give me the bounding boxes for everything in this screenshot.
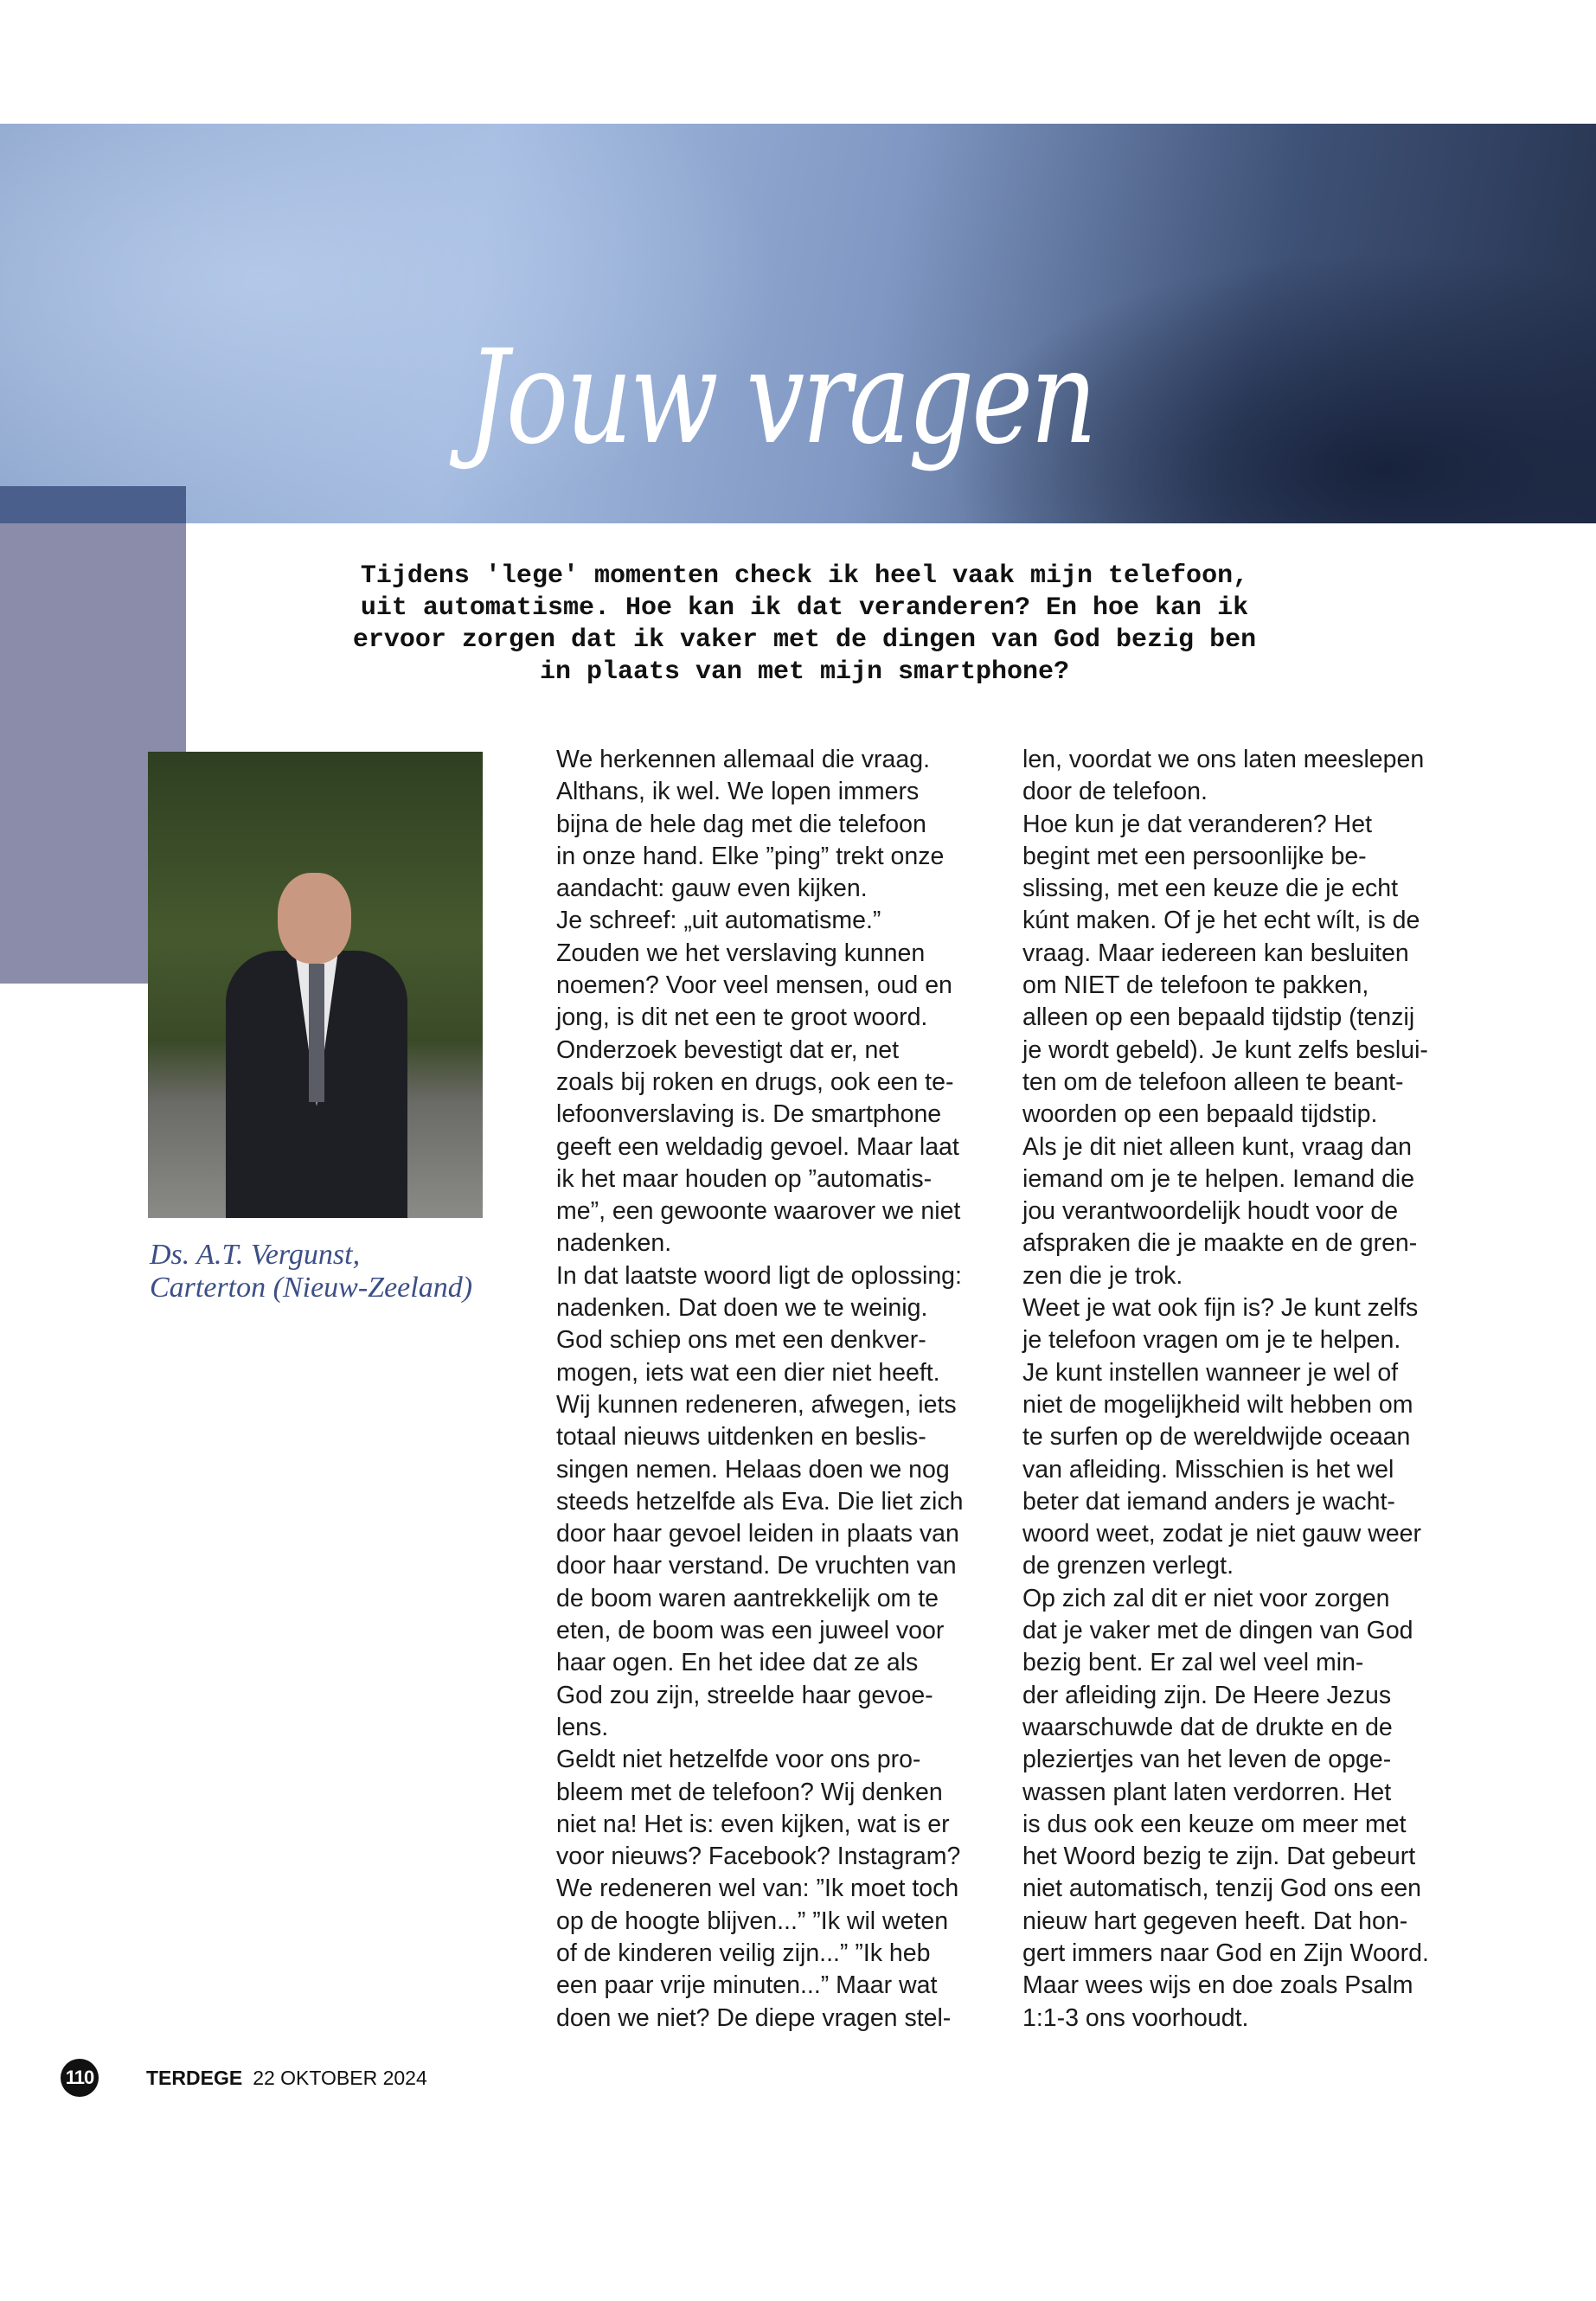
article-line: totaal nieuws uitdenken en beslis- <box>556 1423 926 1452</box>
article-line: geeft een weldadig gevoel. Maar laat <box>556 1132 959 1161</box>
article-line: door de telefoon. <box>1022 778 1208 806</box>
photo-tie <box>309 964 324 1102</box>
article-line: doen we niet? De diepe vragen stel- <box>556 2003 952 2032</box>
article-line: niet na! Het is: even kijken, wat is er <box>556 1810 950 1838</box>
article-line: afspraken die je maakte en de gren- <box>1022 1229 1418 1258</box>
article-line: kúnt maken. Of je het echt wílt, is de <box>1022 907 1420 935</box>
article-line: nieuw hart gegeven heeft. Dat hon- <box>1022 1907 1408 1935</box>
article-line: woorden op een bepaald tijdstip. <box>1022 1100 1378 1129</box>
article-line: voor nieuws? Facebook? Instagram? <box>556 1843 961 1871</box>
article-line: het Woord bezig te zijn. Dat gebeurt <box>1022 1843 1416 1871</box>
article-line: je telefoon vragen om je te helpen. <box>1022 1326 1401 1355</box>
article-line: ten om de telefoon alleen te beant- <box>1022 1067 1404 1096</box>
article-line: We herkennen allemaal die vraag. <box>556 746 930 773</box>
article-line: niet automatisch, tenzij God ons een <box>1022 1875 1422 1903</box>
article-line: lens. <box>556 1713 609 1741</box>
article-line: nadenken. Dat doen we te weinig. <box>556 1294 928 1323</box>
page-title: Jouw vragen <box>467 323 1095 473</box>
article-line: op de hoogte blijven...” ”Ik wil weten <box>556 1907 949 1935</box>
article-line: me”, een gewoonte waarover we niet <box>556 1197 961 1226</box>
article-line: We redeneren wel van: ”Ik moet toch <box>556 1875 959 1903</box>
page-footer <box>61 2059 427 2097</box>
article-line: van afleiding. Misschien is het wel <box>1022 1455 1394 1484</box>
article-line: zen die je trok. <box>1022 1261 1183 1290</box>
article-line: is dus ook een keuze om meer met <box>1022 1810 1407 1838</box>
article-line: Althans, ik wel. We lopen immers <box>556 778 920 806</box>
article-line: noemen? Voor veel mensen, oud en <box>556 971 952 1000</box>
article-line: God schiep ons met een denkver- <box>556 1326 926 1355</box>
article-line: vraag. Maar iedereen kan besluiten <box>1022 939 1409 967</box>
author-caption <box>150 1239 472 1304</box>
header-banner-fabric-image <box>0 124 1596 523</box>
article-line: een paar vrije minuten...” Maar wat <box>556 1971 938 2000</box>
author-photo <box>148 752 483 1218</box>
article-line: zoals bij roken en drugs, ook een te- <box>556 1067 954 1096</box>
question-line: Tijdens 'lege' momenten check ik heel vaak mijn telefoon, <box>360 561 1249 591</box>
article-line: jong, is dit net een te groot woord. <box>556 1003 928 1032</box>
article-line: of de kinderen veilig zijn...” ”Ik heb <box>556 1939 931 1967</box>
article-line: Onderzoek bevestigt dat er, net <box>556 1035 900 1064</box>
article-line: Wij kunnen redeneren, afwegen, iets <box>556 1390 957 1419</box>
article-line: Maar wees wijs en doe zoals Psalm <box>1022 1971 1413 2000</box>
article-line: singen nemen. Helaas doen we nog <box>556 1455 950 1484</box>
article-line: om NIET de telefoon te pakken, <box>1022 971 1369 1000</box>
article-line: Je schreef: „uit automatisme.” <box>556 907 881 935</box>
article-line: eten, de boom was een juweel voor <box>556 1617 945 1645</box>
article-line: waarschuwde dat de drukte en de <box>1022 1713 1393 1741</box>
article-line: bleem met de telefoon? Wij denken <box>556 1778 943 1806</box>
article-line: der afleiding zijn. De Heere Jezus <box>1022 1681 1392 1709</box>
article-line: mogen, iets wat een dier niet heeft. <box>556 1358 940 1387</box>
article-line: jou verantwoordelijk houdt voor de <box>1022 1197 1399 1226</box>
photo-head <box>278 873 351 964</box>
article-line: begint met een persoonlijke be- <box>1022 842 1367 870</box>
article-line: woord weet, zodat je niet gauw weer <box>1022 1520 1422 1548</box>
article-line: je wordt gebeld). Je kunt zelfs beslui- <box>1022 1035 1428 1064</box>
article-line: in onze hand. Elke ”ping” trekt onze <box>556 842 945 870</box>
article-line: iemand om je te helpen. Iemand die <box>1022 1164 1415 1193</box>
article-line: slissing, met een keuze die je echt <box>1022 875 1399 903</box>
question-line: uit automatisme. Hoe kan ik dat veranderen? En hoe kan ik <box>360 593 1249 623</box>
question-line: in plaats van met mijn smartphone? <box>539 657 1070 687</box>
article-line: len, voordat we ons laten meeslepen <box>1022 746 1425 773</box>
article-line: niet de mogelijkheid wilt hebben om <box>1022 1390 1413 1419</box>
article-line: pleziertjes van het leven de opge- <box>1022 1746 1392 1774</box>
article-line: haar ogen. En het idee dat ze als <box>556 1649 919 1677</box>
article-line: steeds hetzelfde als Eva. Die liet zich <box>556 1487 964 1516</box>
article-line: ik het maar houden op ”automatis- <box>556 1164 933 1193</box>
article-line: Je kunt instellen wanneer je wel of <box>1022 1358 1399 1387</box>
article-line: lefoonverslaving is. De smartphone <box>556 1100 942 1129</box>
article-line: God zou zijn, streelde haar gevoe- <box>556 1681 933 1709</box>
article-line: beter dat iemand anders je wacht- <box>1022 1487 1395 1516</box>
author-location: Carterton (Nieuw-Zeeland) <box>150 1272 473 1304</box>
article-line: de boom waren aantrekkelijk om te <box>556 1584 939 1612</box>
article-line: te surfen op de wereldwijde oceaan <box>1022 1423 1411 1452</box>
article-line: Op zich zal dit er niet voor zorgen <box>1022 1584 1390 1612</box>
article-line: door haar verstand. De vruchten van <box>556 1552 957 1580</box>
article-line: wassen plant laten verdorren. Het <box>1022 1778 1392 1806</box>
article-line: Als je dit niet alleen kunt, vraag dan <box>1022 1132 1412 1161</box>
article-line: nadenken. <box>556 1229 672 1258</box>
reader-question <box>285 561 1324 689</box>
page-number: 110 <box>61 2059 99 2097</box>
article-line: In dat laatste woord ligt de oplossing: <box>556 1261 962 1290</box>
article-line: bezig bent. Er zal wel veel min- <box>1022 1649 1364 1677</box>
decorative-block <box>0 486 186 523</box>
issue-date: 22 OKTOBER 2024 <box>253 2066 427 2089</box>
article-line: de grenzen verlegt. <box>1022 1552 1234 1580</box>
author-name: Ds. A.T. Vergunst, <box>150 1239 361 1271</box>
article-line: Hoe kun je dat veranderen? Het <box>1022 810 1373 838</box>
article-line: dat je vaker met de dingen van God <box>1022 1617 1413 1645</box>
article-line: Geldt niet hetzelfde voor ons pro- <box>556 1746 921 1774</box>
article-line: Zouden we het verslaving kunnen <box>556 939 926 967</box>
magazine-name: TERDEGE <box>146 2066 243 2089</box>
article-line: bijna de hele dag met die telefoon <box>556 810 926 838</box>
article-line: door haar gevoel leiden in plaats van <box>556 1520 959 1548</box>
article-column-2 <box>1022 744 1472 2035</box>
article-line: gert immers naar God en Zijn Woord. <box>1022 1939 1429 1967</box>
article-column-1 <box>556 744 1006 2035</box>
question-line: ervoor zorgen dat ik vaker met de dingen van God bezig ben <box>352 625 1257 655</box>
article-line: Weet je wat ook fijn is? Je kunt zelfs <box>1022 1294 1419 1323</box>
article-line: aandacht: gauw even kijken. <box>556 875 868 903</box>
article-line: 1:1-3 ons voorhoudt. <box>1022 2003 1249 2032</box>
article-line: alleen op een bepaald tijdstip (tenzij <box>1022 1003 1415 1032</box>
